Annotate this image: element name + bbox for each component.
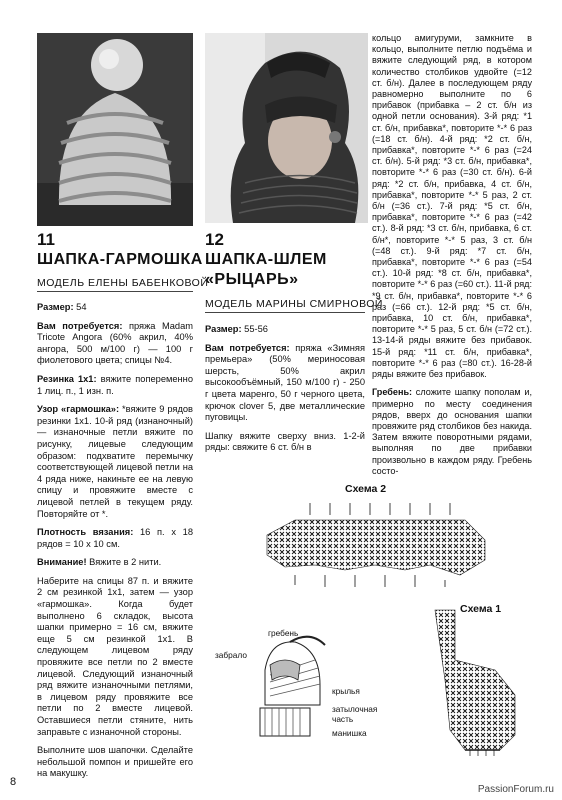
photo-knight-helmet xyxy=(205,33,368,223)
pattern-text: *вяжите 9 рядов резинки 1х1. 10-й ряд (изнаночный) — изнаночные петли вяжите по рисунку, лицевые следующим образом: подхватите перемычку соответствующей лицевой петли на 4 ряда ниже, накиньте ее на левую спицу и провяжите вместе с лицевой петлей в текущем ряду. Повторяйте от *. xyxy=(37,404,193,519)
label-visor: забрало xyxy=(215,650,247,660)
crown-instructions: кольцо амигуруми, замкните в кольцо, выполните петлю подъёма и вяжите следующий ряд, в котором количество столбиков удвойте (=12 ст. б/н). Далее в последующем ряду равномерно выполните по 6 прибавок (прибавка – 2 ст. б/н из одной петли основания). 3-й ряд: *1 ст. б/н, прибавка*, повторите *-* 6 раз (=18 ст. б/н). 4-й ряд: *2 ст. б/н, прибавка*, повторите *-* 6 раз (=24 ст. б/н). 5-й ряд: *3 ст. б/н, прибавка*, повторите *-* 6 раз (=30 ст. б/н). 6-й ряд: *2 ст. б/н, прибавка, 4 ст. б/н, прибавка*, повторите *-* 5 раз, 2 ст. б/н (=36 ст.). 7-й ряд: *5 ст. б/н, прибавка*, повторите *-* 6 раз (=42 ст.). 8-й ряд: *3 ст. б/н, прибавка, 6 ст. б/н*, повторите *-* 5 раз, 3 ст. б/н (=48 ст.). 9-й ряд: *7 ст. б/н, прибавка*, повторите *-* 6 раз (=54 ст.). 10-й ряд: *8 ст. б/н, прибавка*, повторите *-* 6 раз (=60 ст.). 11-й ряд: *9 ст. б/н, прибавка*, повторите *-* 6 раз (=66 ст.). 12-й ряд: *5 ст. б/н, прибавка, 10 ст. б/н, прибавка*, повторите *-* 5 раз, 5 ст. б/н (=72 ст.). 13-14-й ряды вяжите без прибавок. 15-й ряд: *11 ст. б/н, прибавка*, повторите *-* 6 раз (=80 ст.). 16-28-й ряды вяжите без прибавок. xyxy=(372,33,532,380)
page-number: 8 xyxy=(10,776,17,788)
model-number-11: 11 xyxy=(37,230,55,249)
work-text: Наберите на спицы 87 п. и вяжите 2 см резинкой 1х1, затем — узор «гармошка». Когда будет выполнено 6 складок, высота шапки примерно = 16 см, вяжите еще 5 см резинкой 1х1. В следующем лицевом ряду провяжите все петли по 2 вместе лицевой. Следующий изнаночный ряд вяжите изнаночными петлями, в лицевом ряду провяжите все петли по 2 вместе лицевой. Оставшиеся петли стяните, нить заправьте с изнаночной стороны. xyxy=(37,575,193,737)
schema-1-diagram xyxy=(420,600,530,760)
rib-text: вяжите попеременно 1 лиц. п., 1 изн. п. xyxy=(37,373,193,396)
model-number-12: 12 xyxy=(205,230,224,249)
instructions-helmet-continued xyxy=(372,33,532,484)
comb-text: сложите шапку пополам и, примерно по месту соединения рядов, вверх до основания шапки провяжите ряд столбиков без накида. Затем вяжите поворотными рядами, выполняя по две прибавки произвольно в каждом ряду. Гребень состо- xyxy=(372,387,532,476)
pattern-label: Узор «гармошка»: xyxy=(37,404,120,415)
schema-2-title: Схема 2 xyxy=(345,483,387,495)
attention-text: Вяжите в 2 нити. xyxy=(86,557,162,568)
label-comb: гребень xyxy=(268,628,299,638)
title-accordion-hat: ШАПКА-ГАРМОШКА xyxy=(37,251,203,268)
title-helmet-line2: «РЫЦАРЬ» xyxy=(205,271,299,288)
rib-label: Резинка 1х1: xyxy=(37,373,97,384)
divider xyxy=(37,291,193,292)
density-text: 16 п. х 18 рядов = 10 х 10 см. xyxy=(37,527,194,549)
watermark: PassionForum.ru xyxy=(477,784,554,795)
attention-label: Внимание! xyxy=(37,557,87,568)
author-babenkova: МОДЕЛЬ ЕЛЕНЫ БАБЕНКОВОЙ xyxy=(37,277,209,289)
label-nape: затылочная часть xyxy=(332,704,378,724)
photo-accordion-hat xyxy=(37,33,193,226)
instructions-helmet-start xyxy=(205,324,365,461)
helmet-construction-sketch xyxy=(240,630,330,740)
label-dickey: манишка xyxy=(332,728,367,738)
instructions-accordion-hat xyxy=(37,302,193,787)
work-text: Шапку вяжите сверху вниз. 1-2-й ряды: свяжите 6 ст. б/н в xyxy=(205,430,365,453)
needs-label: Вам потребуется: xyxy=(205,342,290,353)
comb-label: Гребень: xyxy=(372,387,413,398)
divider xyxy=(205,312,365,313)
size-value: 55-56 xyxy=(241,324,268,334)
schema-2-diagram xyxy=(255,495,505,595)
author-smirnova: МОДЕЛЬ МАРИНЫ СМИРНОВОЙ xyxy=(205,298,383,310)
needs-text: пряжа «Зимняя премьера» (50% мериносовая шерсть, 50% акрил высокообъёмный, 150 м/100 г) - 250 г цвета маренго, 50 г черного цвета, крючок clover 5, две металлические пуговицы. xyxy=(205,342,365,423)
needs-label: Вам потребуется: xyxy=(37,320,123,331)
title-helmet-line1: ШАПКА-ШЛЕМ xyxy=(205,251,327,268)
size-label: Размер: xyxy=(37,302,74,312)
density-label: Плотность вязания: xyxy=(37,527,134,538)
label-wings: крылья xyxy=(332,686,360,696)
needs-text: пряжа Madam Tricote Angora (60% акрил, 40% ангора, 500 м/100 г) — 100 г фиолетового цвета; спицы №4. xyxy=(37,320,193,366)
size-label: Размер: xyxy=(205,324,242,334)
finish-text: Выполните шов шапочки. Сделайте небольшой помпон и пришейте его на макушку. xyxy=(37,745,193,779)
size-value: 54 xyxy=(73,302,87,312)
schema-1-title: Схема 1 xyxy=(460,603,502,615)
